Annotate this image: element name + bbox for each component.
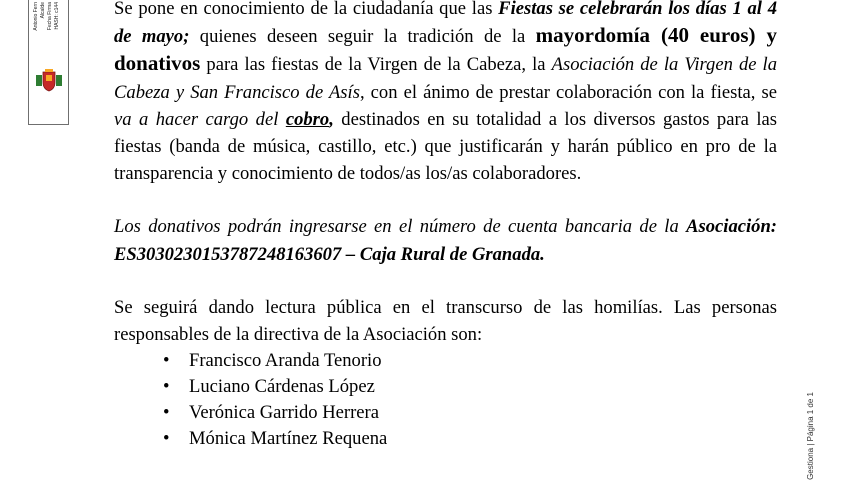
association-name: Asociación de la Virgen de la Cabeza y San Francisco de Asís xyxy=(114,54,778,103)
stamp-line: HASH: c144 xyxy=(54,2,60,30)
text-run: , con el ánimo de prestar colaboración con la fiesta, se xyxy=(359,81,777,103)
document-body xyxy=(114,0,777,452)
text-run: , xyxy=(329,108,334,130)
page-footer-note xyxy=(803,386,815,480)
text-run: para las fiestas de la Virgen de la Cabeza, la xyxy=(200,54,552,76)
text-run: destinados en su totalidad a los diversos gastos para las fiestas (banda de música, castillo, etc.) que justificarán y harán público en pro de la transparencia y conocimiento de todos/as los/as colaboradores. xyxy=(114,108,777,185)
list-item: • Luciano Cárdenas López xyxy=(163,374,777,400)
stamp-line: Antonio Fern xyxy=(33,2,39,31)
festival-dates: Fiestas se celebrarán los días 1 al 4 de mayo; xyxy=(114,0,777,48)
collection-word: cobro xyxy=(285,108,330,130)
signature-stamp xyxy=(28,0,69,125)
list-item: • Francisco Aranda Tenorio xyxy=(163,348,777,374)
board-members-list xyxy=(163,348,777,452)
board-intro-paragraph: Se seguirá dando lectura pública en el transcurso de las homilías. Las personas responsables de la directiva de la Asociación son: xyxy=(114,296,777,346)
list-item: • Mónica Martínez Requena xyxy=(163,426,777,452)
list-item: • Verónica Garrido Herrera xyxy=(163,400,777,426)
bank-account-number: Asociación: ES3030230153787248163607 – Caja Rural de Granada. xyxy=(114,216,777,265)
stamp-line: Alcalde xyxy=(40,2,46,19)
stamp-text xyxy=(33,2,65,40)
page-number-text: Gestiona | Página 1 de 1 xyxy=(806,392,815,480)
text-run: quienes deseen seguir la tradición de la xyxy=(189,26,536,48)
text-run: Se pone en conocimiento de la ciudadanía que las xyxy=(114,0,499,19)
mayordomia-fee: mayordomía (40 euros) y donativos xyxy=(114,23,777,76)
text-run: va a hacer cargo del xyxy=(114,108,286,130)
stamp-line: Fecha Firma xyxy=(47,2,53,31)
text-run: Los donativos podrán ingresarse en el número de cuenta bancaria de la xyxy=(114,216,687,238)
coat-of-arms-icon xyxy=(35,68,63,92)
announcement-paragraph xyxy=(114,0,777,187)
bank-account-paragraph xyxy=(114,213,777,267)
